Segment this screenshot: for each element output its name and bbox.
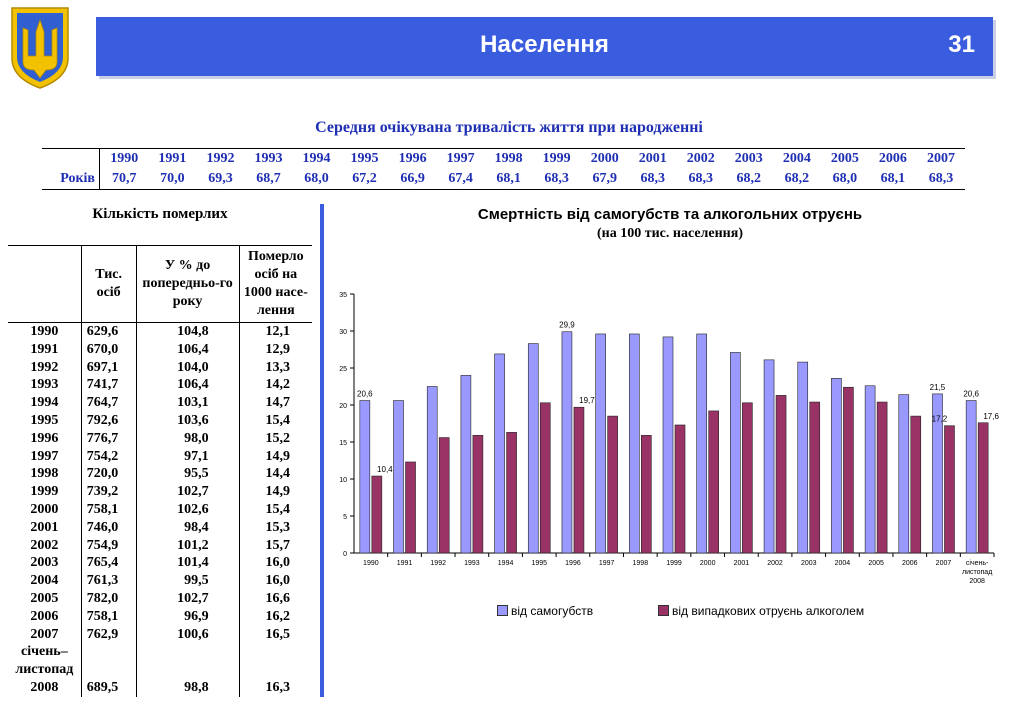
life-year-cell: 2001 bbox=[629, 149, 677, 170]
cell-thousand: 720,0 bbox=[81, 465, 136, 483]
life-year-cell: 2005 bbox=[821, 149, 869, 170]
cell-thousand: 762,9 bbox=[81, 626, 136, 644]
cell-per1000: 16,0 bbox=[239, 572, 312, 590]
y-tick-label: 20 bbox=[339, 403, 347, 410]
life-value-cell: 68,2 bbox=[773, 169, 821, 190]
life-year-cell: 2004 bbox=[773, 149, 821, 170]
cell-pct: 99,5 bbox=[136, 572, 239, 590]
cell-year: 2007 bbox=[30, 626, 59, 642]
cell-per1000: 16,2 bbox=[239, 608, 312, 626]
cell-pct: 97,1 bbox=[136, 448, 239, 466]
cell-thousand: 792,6 bbox=[81, 412, 136, 430]
cell-per1000: 14,9 bbox=[239, 448, 312, 466]
x-tick-label: 1994 bbox=[497, 560, 514, 567]
cell-thousand: 670,0 bbox=[81, 341, 136, 359]
header-per1000: Померло осіб на 1000 насе-лення bbox=[239, 246, 312, 323]
life-year-cell: 2000 bbox=[581, 149, 629, 170]
bar-alcohol bbox=[709, 411, 719, 553]
life-year-cell: 1990 bbox=[100, 149, 149, 170]
table-row bbox=[8, 448, 312, 466]
data-label: 19,7 bbox=[579, 396, 595, 406]
legend-item-suicide bbox=[497, 604, 593, 618]
life-value-cell: 67,2 bbox=[341, 169, 389, 190]
x-tick-label: 1998 bbox=[632, 560, 649, 567]
bar-suicide bbox=[663, 337, 673, 553]
cell-thousand: 776,7 bbox=[81, 430, 136, 448]
bar-alcohol bbox=[608, 416, 618, 553]
bar-alcohol bbox=[810, 402, 820, 553]
y-tick-label: 10 bbox=[339, 477, 347, 484]
cell-thousand: 758,1 bbox=[81, 501, 136, 519]
cell-pct: 98,8 bbox=[136, 643, 239, 696]
x-tick-label: 1990 bbox=[363, 560, 379, 567]
cell-year: 1995 bbox=[30, 412, 59, 428]
mortality-chart bbox=[330, 280, 1010, 600]
table-row bbox=[8, 376, 312, 394]
x-tick-label: 1996 bbox=[565, 560, 581, 567]
x-tick-label: 1993 bbox=[464, 560, 480, 567]
bar-suicide bbox=[865, 386, 875, 553]
life-value-cell: 68,3 bbox=[677, 169, 725, 190]
life-year-cell: 1995 bbox=[341, 149, 389, 170]
cell-thousand: 764,7 bbox=[81, 394, 136, 412]
x-tick-label: 1997 bbox=[598, 560, 615, 567]
legend-swatch bbox=[497, 605, 508, 616]
x-tick-label: 2007 bbox=[935, 560, 952, 567]
life-value-cell: 70,7 bbox=[100, 169, 149, 190]
y-tick-label: 0 bbox=[343, 551, 347, 558]
legend-label: від самогубств bbox=[511, 604, 594, 618]
page-number: 31 bbox=[948, 31, 975, 58]
x-tick-label: 2001 bbox=[733, 560, 750, 567]
cell-thousand: 629,6 bbox=[81, 323, 136, 341]
table-row bbox=[8, 341, 312, 359]
cell-pct: 95,5 bbox=[136, 465, 239, 483]
cell-thousand: 761,3 bbox=[81, 572, 136, 590]
cell-pct: 106,4 bbox=[136, 376, 239, 394]
cell-pct: 104,0 bbox=[136, 359, 239, 377]
data-label: 20,6 bbox=[963, 389, 979, 399]
cell-pct: 98,0 bbox=[136, 430, 239, 448]
bar-alcohol bbox=[540, 403, 550, 553]
table-row bbox=[8, 572, 312, 590]
cell-year: 2006 bbox=[30, 608, 59, 624]
table-row bbox=[8, 590, 312, 608]
cell-per1000: 13,3 bbox=[239, 359, 312, 377]
life-expectancy-title: Середня очікувана тривалість життя при народженні bbox=[315, 119, 703, 136]
life-value-cell: 68,0 bbox=[292, 169, 340, 190]
row-label: Років bbox=[42, 169, 100, 190]
x-tick-label: листопад bbox=[962, 569, 993, 576]
bar-suicide bbox=[764, 360, 774, 553]
bar-alcohol bbox=[978, 423, 988, 553]
cell-per1000: 16,6 bbox=[239, 590, 312, 608]
x-tick-label: 2005 bbox=[868, 560, 884, 567]
life-value-cell: 68,3 bbox=[629, 169, 677, 190]
life-year-cell: 1996 bbox=[389, 149, 437, 170]
life-year-cell: 1992 bbox=[196, 149, 244, 170]
data-label: 20,6 bbox=[357, 389, 373, 399]
bar-suicide bbox=[495, 354, 505, 553]
bar-alcohol bbox=[574, 407, 584, 553]
table-row bbox=[8, 394, 312, 412]
x-tick-label: 1999 bbox=[666, 560, 682, 567]
cell-year: 2000 bbox=[30, 501, 59, 517]
life-value-cell: 68,3 bbox=[917, 169, 965, 190]
table-row bbox=[8, 537, 312, 555]
data-label: 17,6 bbox=[983, 411, 999, 421]
cell-pct: 103,6 bbox=[136, 412, 239, 430]
cell-per1000: 14,7 bbox=[239, 394, 312, 412]
table-row bbox=[8, 608, 312, 626]
cell-pct: 101,2 bbox=[136, 537, 239, 555]
bar-suicide bbox=[394, 401, 404, 553]
bar-suicide bbox=[730, 352, 740, 553]
bar-alcohol bbox=[439, 438, 449, 553]
life-year-cell: 1994 bbox=[292, 149, 340, 170]
life-values-row bbox=[42, 169, 965, 190]
cell-year: 1998 bbox=[30, 466, 59, 482]
cell-per1000: 15,3 bbox=[239, 519, 312, 537]
bar-suicide bbox=[528, 344, 538, 553]
bar-alcohol bbox=[877, 402, 887, 553]
life-value-cell: 67,4 bbox=[437, 169, 485, 190]
cell-thousand: 782,0 bbox=[81, 590, 136, 608]
life-value-cell: 68,3 bbox=[533, 169, 581, 190]
deaths-title: Кількість померлих bbox=[92, 206, 228, 222]
life-year-cell: 2007 bbox=[917, 149, 965, 170]
x-tick-label: 2006 bbox=[902, 560, 918, 567]
bar-suicide bbox=[461, 375, 471, 553]
bar-alcohol bbox=[843, 387, 853, 553]
x-tick-label: 1991 bbox=[396, 560, 413, 567]
cell-thousand: 697,1 bbox=[81, 359, 136, 377]
x-tick-label: 2002 bbox=[767, 560, 783, 567]
page-title: Населення bbox=[480, 31, 609, 58]
bar-alcohol bbox=[911, 416, 921, 553]
life-year-cell: 2003 bbox=[725, 149, 773, 170]
life-year-cell: 2002 bbox=[677, 149, 725, 170]
cell-per1000: 14,9 bbox=[239, 483, 312, 501]
y-tick-label: 15 bbox=[339, 440, 347, 447]
cell-pct: 100,6 bbox=[136, 626, 239, 644]
cell-per1000: 14,2 bbox=[239, 376, 312, 394]
header-bar bbox=[96, 17, 993, 76]
cell-per1000: 16,0 bbox=[239, 554, 312, 572]
table-row bbox=[8, 554, 312, 572]
cell-per1000: 15,4 bbox=[239, 501, 312, 519]
table-row bbox=[8, 626, 312, 644]
x-tick-label: 2004 bbox=[834, 560, 851, 567]
chart-title: Смертність від самогубств та алкогольних отруєнь bbox=[477, 206, 863, 223]
cell-per1000: 12,1 bbox=[239, 323, 312, 341]
life-value-cell: 68,1 bbox=[485, 169, 533, 190]
coat-of-arms-icon bbox=[8, 4, 72, 90]
cell-per1000: 16,3 bbox=[239, 643, 312, 696]
cell-year: 1999 bbox=[30, 484, 59, 500]
bar-alcohol bbox=[742, 403, 752, 553]
cell-thousand: 741,7 bbox=[81, 376, 136, 394]
cell-year: 2004 bbox=[30, 573, 59, 589]
cell-thousand: 689,5 bbox=[81, 643, 136, 696]
x-tick-label: 2003 bbox=[800, 560, 817, 567]
cell-year: 1992 bbox=[30, 359, 59, 375]
cell-pct: 96,9 bbox=[136, 608, 239, 626]
legend-item-alcohol bbox=[658, 604, 864, 618]
life-year-cell: 1998 bbox=[485, 149, 533, 170]
cell-thousand: 746,0 bbox=[81, 519, 136, 537]
bar-alcohol bbox=[507, 432, 517, 553]
cell-pct: 106,4 bbox=[136, 341, 239, 359]
table-row bbox=[8, 483, 312, 501]
life-value-cell: 70,0 bbox=[148, 169, 196, 190]
legend-swatch bbox=[658, 605, 669, 616]
bar-suicide bbox=[562, 332, 572, 553]
cell-pct: 102,7 bbox=[136, 483, 239, 501]
cell-year: 1997 bbox=[30, 448, 59, 464]
bar-alcohol bbox=[944, 426, 954, 553]
cell-pct: 98,4 bbox=[136, 519, 239, 537]
cell-per1000: 14,4 bbox=[239, 465, 312, 483]
divider bbox=[320, 204, 324, 697]
life-year-cell: 1993 bbox=[244, 149, 292, 170]
life-value-cell: 68,2 bbox=[725, 169, 773, 190]
bar-alcohol bbox=[641, 435, 651, 553]
cell-per1000: 15,4 bbox=[239, 412, 312, 430]
data-label: 17,2 bbox=[931, 414, 948, 424]
y-tick-label: 35 bbox=[339, 292, 347, 299]
x-tick-label: 1995 bbox=[531, 560, 548, 567]
life-value-cell: 68,1 bbox=[869, 169, 917, 190]
cell-pct: 101,4 bbox=[136, 554, 239, 572]
y-tick-label: 25 bbox=[339, 366, 347, 373]
life-year-cell: 2006 bbox=[869, 149, 917, 170]
life-year-cell: 1991 bbox=[148, 149, 196, 170]
life-value-cell: 67,9 bbox=[581, 169, 629, 190]
bar-alcohol bbox=[473, 435, 483, 553]
cell-per1000: 12,9 bbox=[239, 341, 312, 359]
table-row bbox=[8, 430, 312, 448]
cell-year: 2001 bbox=[30, 519, 59, 535]
x-tick-label: 1992 bbox=[430, 560, 446, 567]
bar-suicide bbox=[831, 378, 841, 553]
cell-year: 1993 bbox=[30, 377, 59, 393]
header-year bbox=[8, 246, 81, 323]
x-tick-label: 2000 bbox=[699, 560, 716, 567]
header-pct: У % до попередньо-го року bbox=[136, 246, 239, 323]
data-label: 29,9 bbox=[559, 320, 575, 330]
cell-pct: 103,1 bbox=[136, 394, 239, 412]
bar-alcohol bbox=[372, 476, 382, 553]
header-thousand: Тис. осіб bbox=[81, 246, 136, 323]
x-tick-label: січень- bbox=[965, 560, 989, 567]
cell-per1000: 15,7 bbox=[239, 537, 312, 555]
bar-suicide bbox=[798, 362, 808, 553]
cell-year: січень–листопад 2008 bbox=[15, 644, 74, 695]
table-row bbox=[8, 501, 312, 519]
y-tick-label: 30 bbox=[339, 329, 347, 336]
table-row bbox=[8, 323, 312, 341]
cell-year: 1996 bbox=[30, 430, 59, 446]
bar-suicide bbox=[360, 401, 370, 553]
bar-alcohol bbox=[776, 395, 786, 553]
table-row bbox=[8, 643, 312, 696]
bar-suicide bbox=[596, 334, 606, 553]
data-label: 21,5 bbox=[929, 382, 946, 392]
cell-year: 1990 bbox=[30, 324, 59, 339]
data-label: 10,4 bbox=[377, 465, 393, 475]
cell-thousand: 758,1 bbox=[81, 608, 136, 626]
life-expectancy-table bbox=[42, 148, 965, 190]
deaths-table bbox=[8, 245, 312, 697]
cell-thousand: 754,2 bbox=[81, 448, 136, 466]
bar-suicide bbox=[697, 334, 707, 553]
cell-thousand: 765,4 bbox=[81, 554, 136, 572]
cell-year: 2005 bbox=[30, 590, 59, 606]
cell-pct: 104,8 bbox=[136, 323, 239, 341]
life-year-cell: 1999 bbox=[533, 149, 581, 170]
legend-label: від випадкових отруєнь алкоголем bbox=[672, 604, 865, 618]
cell-pct: 102,6 bbox=[136, 501, 239, 519]
table-row bbox=[8, 412, 312, 430]
life-value-cell: 69,3 bbox=[196, 169, 244, 190]
bar-alcohol bbox=[406, 462, 416, 553]
cell-year: 2003 bbox=[30, 555, 59, 571]
cell-thousand: 739,2 bbox=[81, 483, 136, 501]
life-year-cell: 1997 bbox=[437, 149, 485, 170]
cell-thousand: 754,9 bbox=[81, 537, 136, 555]
y-tick-label: 5 bbox=[343, 514, 347, 521]
life-years-row bbox=[42, 149, 965, 170]
life-value-cell: 68,0 bbox=[821, 169, 869, 190]
x-tick-label: 2008 bbox=[969, 578, 985, 585]
bar-suicide bbox=[427, 387, 437, 554]
bar-suicide bbox=[899, 395, 909, 553]
bar-suicide bbox=[966, 401, 976, 553]
life-value-cell: 66,9 bbox=[389, 169, 437, 190]
deaths-body bbox=[8, 323, 312, 697]
table-header bbox=[8, 246, 312, 323]
cell-year: 1994 bbox=[30, 395, 59, 411]
cell-year: 2002 bbox=[30, 537, 59, 553]
cell-pct: 102,7 bbox=[136, 590, 239, 608]
table-row bbox=[8, 465, 312, 483]
cell-year: 1991 bbox=[30, 341, 59, 357]
cell-per1000: 15,2 bbox=[239, 430, 312, 448]
bar-alcohol bbox=[675, 425, 685, 553]
bar-suicide bbox=[629, 334, 639, 553]
cell-per1000: 16,5 bbox=[239, 626, 312, 644]
table-row bbox=[8, 519, 312, 537]
table-row bbox=[8, 359, 312, 377]
chart-subtitle: (на 100 тис. населення) bbox=[597, 226, 743, 241]
life-value-cell: 68,7 bbox=[244, 169, 292, 190]
